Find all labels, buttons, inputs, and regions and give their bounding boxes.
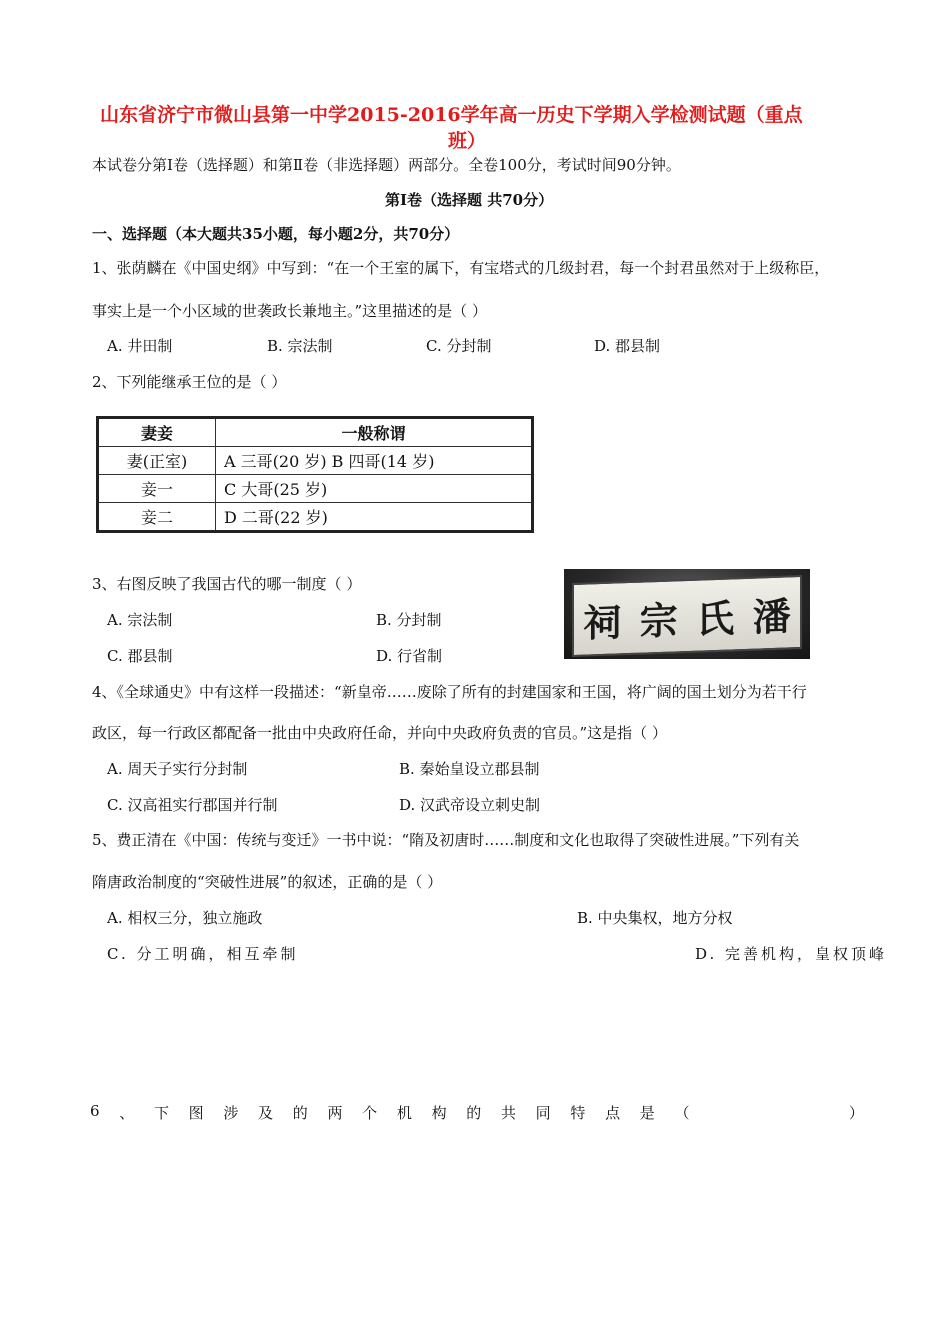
q4-option-c: C. 汉高祖实行郡国并行制 <box>107 796 278 814</box>
q6-char: 图 <box>188 1104 204 1122</box>
ancestral-hall-plaque-photo <box>564 569 810 659</box>
q5-option-b: B. 中央集权，地方分权 <box>577 909 733 927</box>
table-header-row <box>98 418 533 447</box>
q6-char: 的 <box>292 1104 308 1122</box>
q3-option-c: C. 郡县制 <box>107 647 173 665</box>
q5-option-a: A. 相权三分，独立施政 <box>107 909 263 927</box>
q6-char: 6 <box>90 1102 100 1120</box>
table-cell: C 大哥(25 岁) <box>216 475 533 503</box>
section-title: 第Ⅰ卷（选择题 共70分） <box>385 191 554 209</box>
table-row <box>98 447 533 475</box>
q6-char: 构 <box>431 1104 447 1122</box>
table-cell: A 三哥(20 岁) B 四哥(14 岁) <box>216 447 533 475</box>
q4-option-d: D. 汉武帝设立刺史制 <box>399 796 541 814</box>
plaque-char: 宗 <box>639 596 678 644</box>
q6-char: 共 <box>500 1104 516 1122</box>
q6-stem <box>90 1102 864 1123</box>
table-row <box>98 475 533 503</box>
q6-char: 个 <box>362 1104 378 1122</box>
q6-char: 同 <box>535 1104 551 1122</box>
q4-stem-line1: 4、《全球通史》中有这样一段描述：“新皇帝……废除了所有的封建国家和王国，将广阔的国土划分为若干行 <box>92 683 807 701</box>
plaque <box>572 575 802 657</box>
q6-char: 点 <box>605 1104 621 1122</box>
q5-stem-line2: 隋唐政治制度的“突破性进展”的叙述，正确的是（ ） <box>92 873 443 891</box>
table-cell: D 二哥(22 岁) <box>216 503 533 532</box>
document-title-line1: 山东省济宁市微山县第一中学2015-2016学年高一历史下学期入学检测试题（重点 <box>100 104 803 126</box>
part1-heading: 一、选择题（本大题共35小题，每小题2分，共70分） <box>92 225 460 243</box>
q1-stem-line1: 1、张荫麟在《中国史纲》中写到：“在一个王室的属下，有宝塔式的几级封君，每一个封君虽然对于上级称臣， <box>92 259 830 277</box>
q6-char: 两 <box>327 1104 343 1122</box>
q6-char: 是 <box>639 1104 655 1122</box>
q6-char: 、 <box>119 1104 135 1122</box>
q2-succession-table <box>96 416 534 533</box>
q1-option-a: A. 井田制 <box>107 337 173 355</box>
q1-option-d: D. 郡县制 <box>594 337 661 355</box>
q3-option-a: A. 宗法制 <box>107 611 173 629</box>
q5-stem-line1: 5、费正清在《中国：传统与变迁》一书中说：“隋及初唐时……制度和文化也取得了突破性进展。”下列有关 <box>92 831 800 849</box>
q3-option-b: B. 分封制 <box>376 611 442 629</box>
table-row <box>98 503 533 532</box>
q2-stem: 2、下列能继承王位的是（ ） <box>92 373 287 391</box>
q3-option-d: D. 行省制 <box>376 647 443 665</box>
q6-char: （ <box>674 1104 690 1122</box>
q6-char: 下 <box>153 1104 169 1122</box>
q1-option-b: B. 宗法制 <box>267 337 333 355</box>
plaque-char: 潘 <box>752 592 791 640</box>
table-cell: 妾二 <box>98 503 216 532</box>
table-cell: 妾一 <box>98 475 216 503</box>
q6-char: 机 <box>396 1104 412 1122</box>
q6-char: 特 <box>570 1104 586 1122</box>
plaque-char: 祠 <box>583 598 622 646</box>
table-cell: 妻(正室) <box>98 447 216 475</box>
document-title-line2: 班） <box>448 130 487 152</box>
q5-option-c: C. 分工明确，相互牵制 <box>107 945 299 963</box>
q6-char: 涉 <box>223 1104 239 1122</box>
q4-option-a: A. 周天子实行分封制 <box>107 760 248 778</box>
q1-option-c: C. 分封制 <box>426 337 492 355</box>
q4-stem-line2: 政区，每一行政区都配备一批由中央政府任命，并向中央政府负责的官员。”这是指（ ） <box>92 724 667 742</box>
q3-stem: 3、右图反映了我国古代的哪一制度（ ） <box>92 575 362 593</box>
plaque-char: 氏 <box>696 594 735 642</box>
q4-option-b: B. 秦始皇设立郡县制 <box>399 760 540 778</box>
q1-stem-line2: 事实上是一个小区域的世袭政长兼地主。”这里描述的是（ ） <box>92 302 487 320</box>
table-header-cell: 妻妾 <box>98 418 216 447</box>
q5-option-d: D. 完善机构，皇权顶峰 <box>695 945 888 963</box>
q6-char: 的 <box>466 1104 482 1122</box>
q6-char: 及 <box>258 1104 274 1122</box>
exam-intro: 本试卷分第Ⅰ卷（选择题）和第Ⅱ卷（非选择题）两部分。全卷100分，考试时间90分钟。 <box>92 156 681 174</box>
q6-char: ） <box>848 1104 864 1122</box>
table-header-cell: 一般称谓 <box>216 418 533 447</box>
